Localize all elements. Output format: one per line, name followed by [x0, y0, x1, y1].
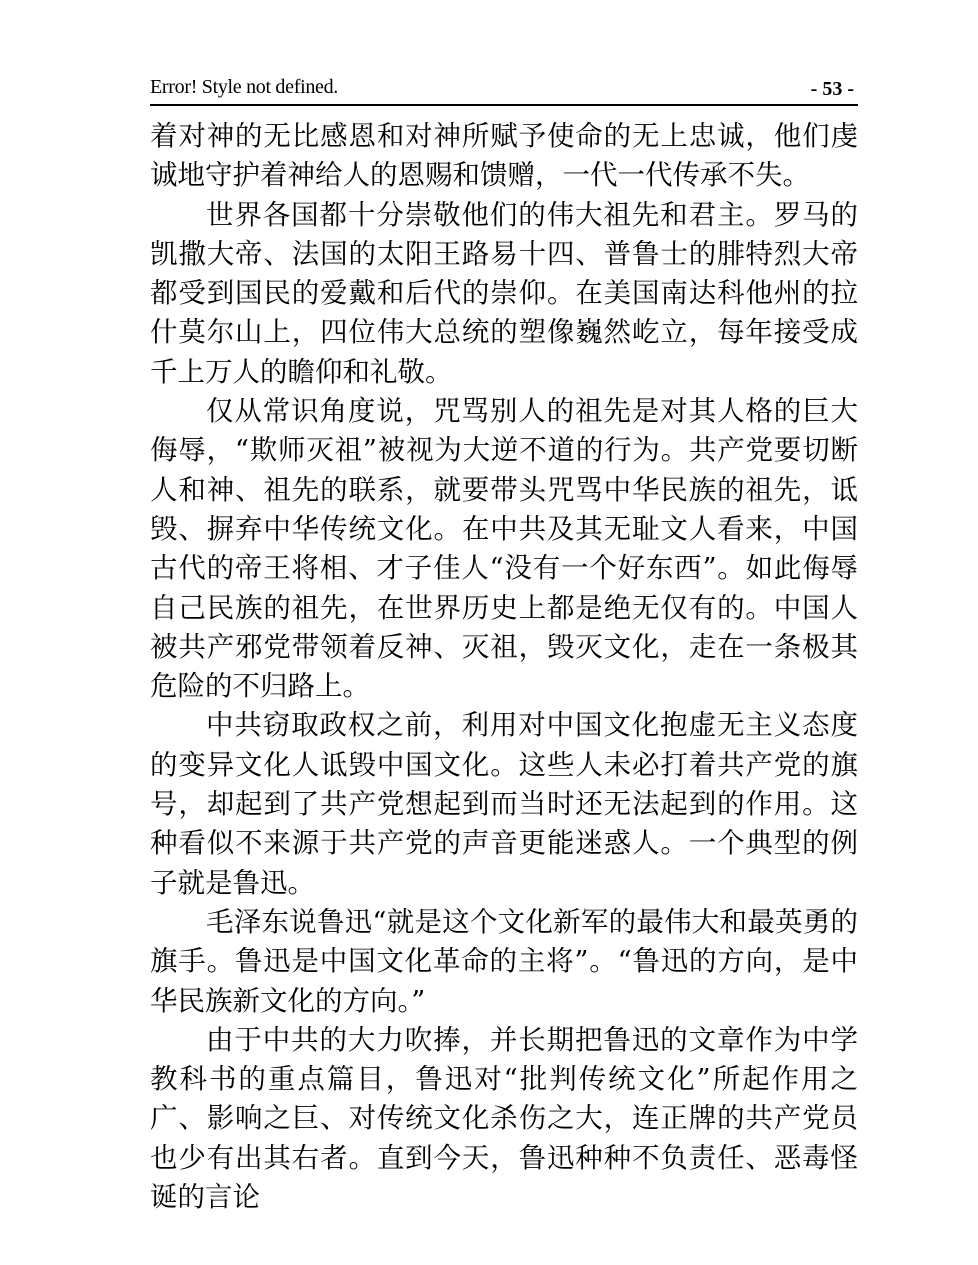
- running-header: [150, 72, 858, 106]
- paragraph-continued: 着对神的无比感恩和对神所赋予使命的无上忠诚，他们虔诚地守护着神给人的恩赐和馈赠，一代一代传承不失。: [150, 120, 858, 192]
- paragraph: 毛泽东说鲁迅“就是这个文化新军的最伟大和最英勇的旗手。鲁迅是中国文化革命的主将”。“鲁迅的方向，是中华民族新文化的方向。”: [150, 905, 858, 1017]
- paragraph: 中共窃取政权之前，利用对中国文化抱虚无主义态度的变异文化人诋毁中国文化。这些人未必打着共产党的旗号，却起到了共产党想起到而当时还无法起到的作用。这种看似不来源于共产党的声音更能迷惑人。一个典型的例子就是鲁迅。: [150, 709, 858, 899]
- page-number: - 53 -: [810, 78, 854, 100]
- paragraph: 仅从常识角度说，咒骂别人的祖先是对其人格的巨大侮辱，“欺师灭祖”被视为大逆不道的行为。共产党要切断人和神、祖先的联系，就要带头咒骂中华民族的祖先，诋毁、摒弃中华传统文化。在中共及其无耻文人看来，中国古代的帝王将相、才子佳人“没有一个好东西”。如此侮辱自己民族的祖先，在世界历史上都是绝无仅有的。中国人被共产邪党带领着反神、灭祖，毁灭文化，走在一条极其危险的不归路上。: [150, 395, 858, 703]
- running-title: Error! Style not defined.: [150, 76, 338, 98]
- paragraph: 世界各国都十分崇敬他们的伟大祖先和君主。罗马的凯撒大帝、法国的太阳王路易十四、普鲁士的腓特烈大帝都受到国民的爱戴和后代的崇仰。在美国南达科他州的拉什莫尔山上，四位伟大总统的塑像巍然屹立，每年接受成千上万人的瞻仰和礼敬。: [150, 198, 858, 388]
- body-text: [150, 117, 858, 1217]
- paragraph: 由于中共的大力吹捧，并长期把鲁迅的文章作为中学教科书的重点篇目，鲁迅对“批判传统文化”所起作用之广、影响之巨、对传统文化杀伤之大，连正牌的共产党员也少有出其右者。直到今天，鲁迅种种不负责任、恶毒怪诞的言论: [150, 1023, 858, 1214]
